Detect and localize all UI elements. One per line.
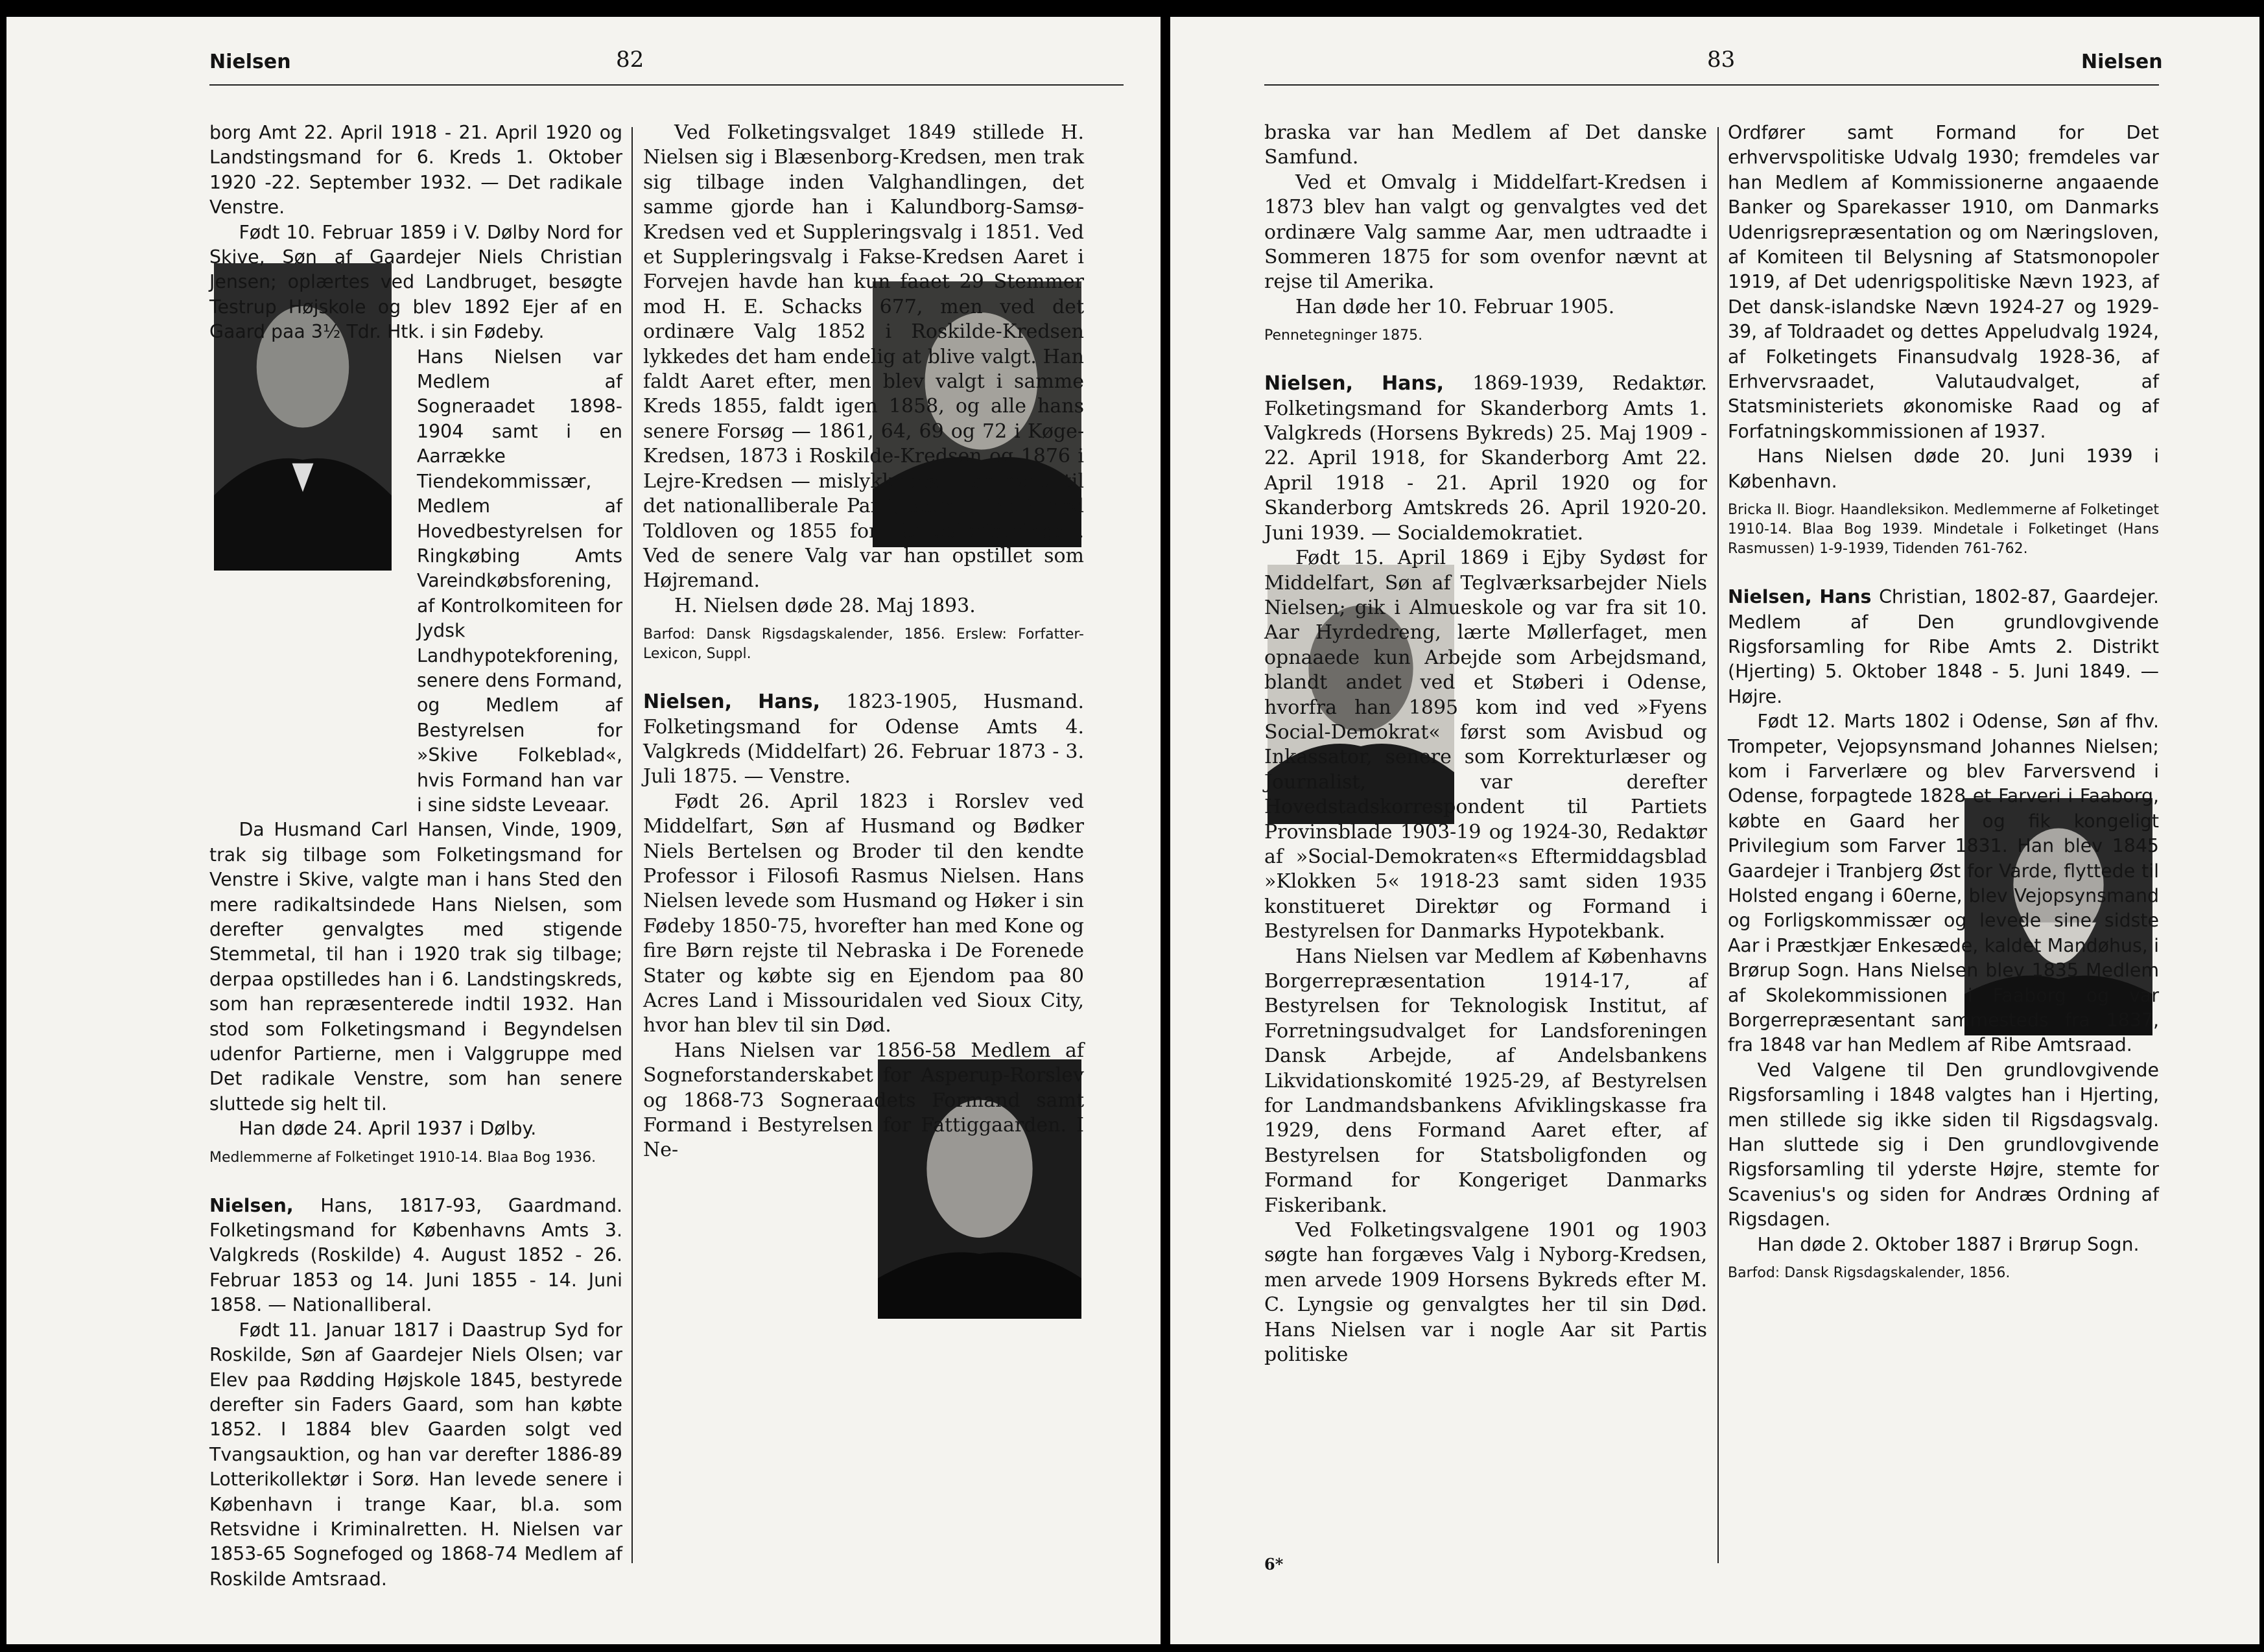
entry-heading bbox=[209, 1194, 622, 1318]
entry-heading bbox=[1728, 585, 2159, 709]
paragraph: Hans Nielsen var Medlem af Københavns Borgerrepræsentation 1914-17, af Bestyrelsen for Teknologisk Institut, af Forretningsudvalget for Landsforeningen Dansk Arbejde, af Andelsbankens Likvidationskomité 1925-29, af Bestyrelsen for Landmandsbankens Afviklingskasse fra 1929, dens Formand Aaret efter, af Bestyrelsen for Statsboligfonden og Formand for Kongeriget Danmarks Fiskeribank. bbox=[1264, 945, 1707, 1217]
column-right-2 bbox=[1728, 121, 2159, 1283]
entry-name: Nielsen, Hans bbox=[1728, 586, 1880, 608]
paragraph-text: Hans Nielsen var Medlem af Sogneraadet 1898-1904 samt i en Aarrække Tiendekommissær, Medlem af Hovedbestyrelsen for Ringkøbing Amts Vareindkøbsforening, af Kontrolkomiteen for Jydsk Landhypotekforening, senere dens Formand, og Medlem af Bestyrelsen for »Skive Folkeblad«, hvis Formand han var i sine sidste Leveaar. bbox=[417, 346, 622, 816]
entry-name: Nielsen, bbox=[209, 1194, 321, 1216]
source-note: Medlemmerne af Folketinget 1910-14. Blaa Bog 1936. bbox=[209, 1149, 596, 1166]
column-left-1 bbox=[209, 121, 622, 1592]
paragraph: Da Husmand Carl Hansen, Vinde, 1909, trak sig tilbage som Folketingsmand for Venstre i Skive, valgte man i hans Sted den mere radikaltsindede Hans Nielsen, som derefter genvalgtes med stigende Stemmetal, til han i 1920 trak sig tilbage; derpaa opstilledes han i 6. Landstingskreds, som han repræsenterede indtil 1932. Han stod som Folketingsmand i Begyndelsen udenfor Partierne, men i Valggruppe med Det radikale Venstre, som han senere sluttede sig helt til. bbox=[209, 819, 622, 1115]
paragraph: Han døde 2. Oktober 1887 i Brørup Sogn. bbox=[1757, 1233, 2140, 1255]
running-head: Nielsen bbox=[2081, 51, 2163, 73]
paragraph: Ved Valgene til Den grundlovgivende Rigsforsamling i 1848 valgtes han i Hjerting, men stillede sig ikke siden til Rigsdagsvalg. Han sluttede sig i Den grundlovgivende Rigsforsamling til yderste Højre, stemte for Scavenius's og siden for Andræs Ordning af Rigsdagen. bbox=[1728, 1059, 2159, 1231]
entry-summary: Hans, 1817-93, Gaardmand. Folketingsmand for Københavns Amts 3. Valgkreds (Roskilde) 4. August 1852 - 26. Februar 1853 og 14. Juni 1855 - 14. Juni 1858. — Nationalliberal. bbox=[209, 1194, 622, 1316]
paragraph: H. Nielsen døde 28. Maj 1893. bbox=[674, 594, 976, 617]
entry-summary: 1823-1905, Husmand. Folketingsmand for Odense Amts 4. Valgkreds (Middelfart) 26. Februar 1873 - 3. Juli 1875. — Venstre. bbox=[643, 690, 1084, 788]
paragraph: Han døde 24. April 1937 i Dølby. bbox=[239, 1118, 537, 1140]
column-right-1 bbox=[1264, 121, 1707, 1368]
paragraph: Hans Nielsen var 1856-58 Medlem af Sogneforstanderskabet for Asperup-Rorslev og 1868-73 Sogneraadets Formand samt Formand i Bestyrelsen for Fattiggaarden. I Ne- bbox=[643, 1039, 1084, 1162]
header-rule bbox=[1264, 84, 2159, 86]
source-note: Barfod: Dansk Rigsdagskalender, 1856. bbox=[1728, 1265, 2010, 1282]
paragraph: borg Amt 22. April 1918 - 21. April 1920 og Landstingsmand for 6. Kreds 1. Oktober 1920 -22. September 1932. — Det radikale Venstre. bbox=[209, 122, 622, 218]
header-rule bbox=[209, 84, 1124, 86]
paragraph bbox=[643, 121, 1084, 594]
entry-heading bbox=[643, 690, 1084, 790]
entry-name: Nielsen, Hans, bbox=[643, 690, 847, 714]
entry-name: Nielsen, Hans, bbox=[1264, 372, 1473, 395]
paragraph: braska var han Medlem af Det danske Samfund. bbox=[1264, 121, 1707, 169]
paragraph bbox=[209, 220, 622, 345]
entry-summary: Christian, 1802-87, Gaardejer. Medlem af Den grundlovgivende Rigsforsamling for Ribe Amts 2. Distrikt (Hjerting) 5. Oktober 1848 - 5. Juni 1849. — Højre. bbox=[1728, 586, 2159, 707]
entry-summary: 1869-1939, Redaktør. Folketingsmand for Skanderborg Amts 1. Valgkreds (Horsens Bykreds) 25. Maj 1909 - 22. April 1918, for Skanderborg Amt 22. April 1918 - 21. April 1920 og for Skanderborg Amtskreds 26. April 1920-20. Juni 1939. — Socialdemokratiet. bbox=[1264, 372, 1708, 545]
right-page bbox=[1170, 17, 2259, 1644]
source-note: Pennetegninger 1875. bbox=[1264, 327, 1423, 344]
paragraph: Født 12. Marts 1802 i Odense, Søn af fhv. Trompeter, Vejopsynsmand Johannes Nielsen; kom i Farverlære og blev Farversvend i Odense, forpagtede 1828 et Farveri i Faaborg, købte en Gaard her og fik kongeligt Privilegium som Farver 1831. Han blev 1845 Gaardejer i Tranbjerg Øst for Varde, flyttede til Holsted engang i 60erne, blev Vejopsynsmand og Forligskommissær og levede sine sidste Aar i Præstkjær Enkesæde, kaldet Mandøhus, i Brørup Sogn. Hans Nielsen blev 1835 Medlem af Skolekommissionen i Faaborg og var Borgerrepræsentant sammesteds fra 1837, fra 1848 var han Medlem af Ribe Amtsraad. bbox=[1728, 711, 2159, 1056]
page-number: 83 bbox=[1707, 47, 1736, 73]
paragraph: Han døde her 10. Februar 1905. bbox=[1295, 295, 1615, 318]
paragraph: Ved Folketingsvalgene 1901 og 1903 søgte han forgæves Valg i Nyborg-Kredsen, men arvede 1909 Horsens Bykreds efter M. C. Lyngsie og genvalgtes her til sin Død. Hans Nielsen var i nogle Aar sit Partis politiske bbox=[1264, 1219, 1707, 1367]
source-note: Barfod: Dansk Rigsdagskalender, 1856. Erslew: Forfatter-Lexicon, Suppl. bbox=[643, 626, 1084, 663]
paragraph: Hans Nielsen døde 20. Juni 1939 i København. bbox=[1728, 445, 2159, 492]
entry-heading bbox=[1264, 372, 1707, 546]
paragraph: Ordfører samt Formand for Det erhvervspolitiske Udvalg 1930; fremdeles var han Medlem af Kommissionerne angaaende Banker og Sparekasser 1910, om Danmarks Udenrigsrepræsentation og om Næringsloven, af Komiteen til Belysning af Statsmonopoler 1919, af Det udenrigspolitiske Nævn 1923, af Det dansk-islandske Nævn 1924-27 og 1929-39, af Toldraadet og dettes Appeludvalg 1924, af Folketingets Finansudvalg 1928-36, af Erhvervsraadet, Valutaudvalget, af Statsministeriets økonomiske Raad og af Forfatningskommissionen af 1937. bbox=[1728, 122, 2159, 442]
paragraph: Født 15. April 1869 i Ejby Sydøst for Middelfart, Søn af Teglværksarbejder Niels Nielsen; gik i Almueskole og var fra sit 10. Aar Hyrdedreng, lærte Møllerfaget, men opnaaede kun Arbejde som Arbejdsmand, blandt andet ved et Støberi i Odense, hvorfra han 1895 kom ind ved »Fyens Social-Demokrat« først som Avisbud og Inkassator, senere som Korrekturlæser og Journalist, var derefter Hovedstadskorrespondent til Partiets Provinsblade 1903-19 og 1924-30, Redaktør af »Social-Demokraten«s Eftermiddagsblad »Klokken 5« 1918-23 samt siden 1935 konstitueret Direktør og Formand i Bestyrelsen for Danmarks Hypotekbank. bbox=[1264, 547, 1707, 943]
page-number: 82 bbox=[616, 47, 644, 73]
paragraph bbox=[417, 345, 622, 818]
paragraph: Ved et Omvalg i Middelfart-Kredsen i 1873 blev han valgt og genvalgtes ved det ordinære Valg samme Aar, men udtraadte i Sommeren 1875 for som ovenfor nævnt at rejse til Amerika. bbox=[1264, 171, 1707, 294]
column-divider bbox=[631, 127, 633, 1563]
source-note: Bricka II. Biogr. Haandleksikon. Medlemmerne af Folketinget 1910-14. Blaa Bog 1939. Mindetale i Folketinget (Hans Rasmussen) 1-9-1939, Tidenden 761-762. bbox=[1728, 502, 2159, 558]
left-page bbox=[6, 17, 1161, 1644]
paragraph-text: Ved Folketingsvalget 1849 stillede H. Nielsen sig i Blæsenborg-Kredsen, men trak sig tilbage inden Valghandlingen, det samme gjorde han i Kalundborg-Samsø-Kredsen ved et Suppleringsvalg i 1851. Ved et Suppleringsvalg i Fakse-Kredsen Aaret i Forvejen havde han kun faaet 29 Stemmer mod H. E. Schacks 677, men ved det ordinære Valg 1852 i Roskilde-Kredsen lykkedes det ham endelig at blive valgt. Han faldt Aaret efter, men blev valgt i samme Kreds 1855, faldt igen 1858, og alle hans senere Forsøg — 1861, 64, 69 og 72 i Køge-Kredsen, 1873 i Roskilde-Kredsen og 1876 i Lejre-Kredsen — mislykkedes. Han hørte til det nationalliberale Parti, stemte 1853 mod Toldloven og 1855 for Fællesforfatningen. Ved de senere Valg var han opstillet som Højremand. bbox=[643, 121, 1084, 593]
paragraph: Født 11. Januar 1817 i Daastrup Syd for Roskilde, Søn af Gaardejer Niels Olsen; var Elev paa Rødding Højskole 1845, bestyrede derefter sin Faders Gaard, som han købte 1852. I 1884 blev Gaarden solgt ved Tvangsauktion, og han var derefter 1886-89 Lotterikollektør i Sorø. Han levede senere i København i trange Kaar, bl.a. som Retsvidne i Kriminalretten. H. Nielsen var 1853-65 Sognefoged og 1868-74 Medlem af Roskilde Amtsraad. bbox=[209, 1319, 622, 1590]
signature-mark: 6* bbox=[1264, 1555, 1284, 1574]
column-divider bbox=[1717, 127, 1719, 1563]
paragraph-text: Født 10. Februar 1859 i V. Dølby Nord for Skive, Søn af Gaardejer Niels Christian Jensen; oplærtes ved Landbruget, besøgte Testrup Højskole og blev 1892 Ejer af en Gaard paa 3½ Tdr. Htk. i sin Fødeby. bbox=[209, 221, 622, 343]
running-head: Nielsen bbox=[209, 51, 291, 73]
column-left-2 bbox=[643, 121, 1084, 1163]
paragraph: Født 26. April 1823 i Rorslev ved Middelfart, Søn af Husmand og Bødker Niels Bertelsen og Broder til den kendte Professor i Filosofi Rasmus Nielsen. Hans Nielsen levede som Husmand og Høker i sin Fødeby 1850-75, hvorefter han med Kone og fire Børn rejste til Nebraska i De Forenede Stater og købte sig en Ejendom paa 80 Acres Land i Missouridalen ved Sioux City, hvor han blev til sin Død. bbox=[643, 790, 1084, 1037]
